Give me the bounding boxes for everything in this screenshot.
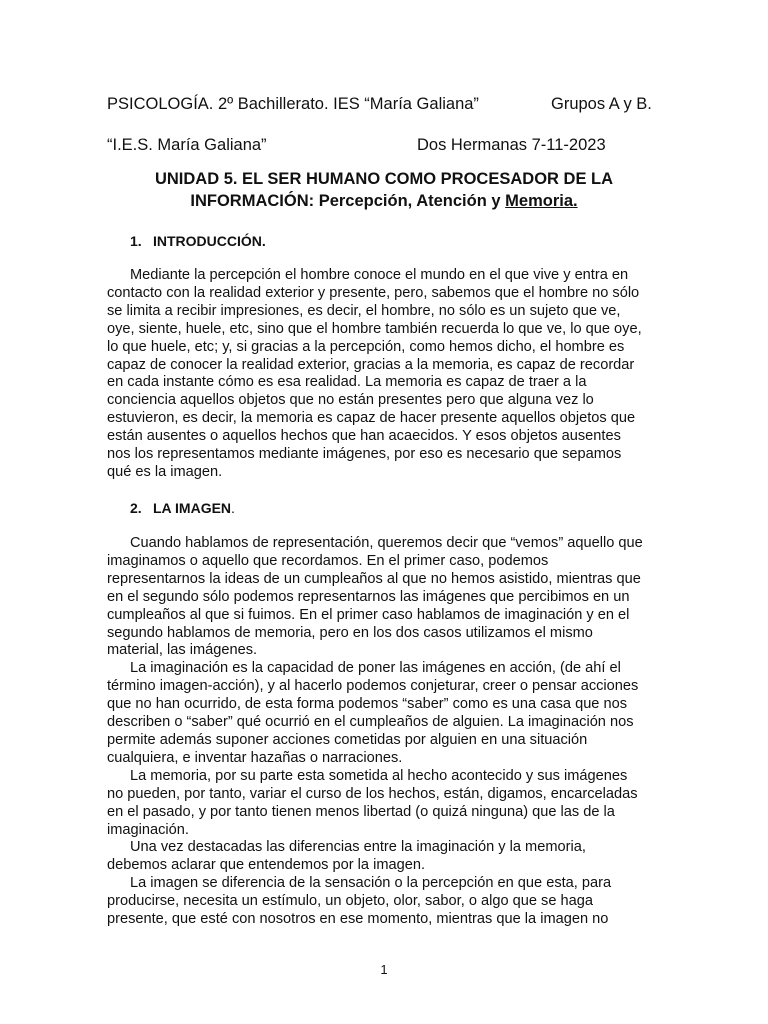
unit-title-underlined: Memoria. xyxy=(505,192,578,210)
section-number: 1. xyxy=(130,233,142,249)
text-line: Mediante la percepción el hombre conoce el mundo en el que vive y entra en xyxy=(130,267,629,283)
text-line: en el pasado, y por tanto tienen menos libertad (o quizá ninguna) que las de la xyxy=(107,803,615,820)
section-heading-imagen xyxy=(130,499,235,517)
text-line: cualquiera, e inventar hazañas o narraciones. xyxy=(107,749,403,766)
text-line: que no han ocurrido, de esta forma podemos “saber” como es una casa que nos xyxy=(107,696,628,713)
intro-paragraph xyxy=(107,267,669,482)
text-line: capaz de conocer la realidad exterior, gracias a la memoria, es capaz de recordar xyxy=(107,356,635,373)
text-line: La memoria, por su parte esta sometida al hecho acontecido y sus imágenes xyxy=(130,767,628,784)
text-line: contacto con la realidad exterior y presente, pero, sabemos que el hombre no sólo xyxy=(107,284,640,301)
text-line: lo que huele, etc; y, si gracias a la percepción, como hemos dicho, el hombre es xyxy=(107,338,625,355)
location-date: Dos Hermanas 7-11-2023 xyxy=(417,136,606,154)
header-line-1 xyxy=(107,94,667,114)
text-line: producirse, necesita un estímulo, un objeto, olor, sabor, o algo que se haga xyxy=(107,893,593,910)
text-line: en cada instante cómo es esa realidad. La memoria es capaz de traer a la xyxy=(107,374,587,391)
text-line: debemos aclarar que entendemos por la imagen. xyxy=(107,857,426,874)
page-number: 1 xyxy=(380,962,388,977)
unit-title-line-1: UNIDAD 5. EL SER HUMANO COMO PROCESADOR DE LA xyxy=(154,170,614,188)
unit-title xyxy=(100,168,668,212)
text-line: estuvieron, es decir, la memoria es capaz de hacer presente aquellos objetos que xyxy=(107,410,636,427)
text-line: imaginamos o aquello que recordamos. En el primer caso, podemos xyxy=(107,552,549,569)
text-line: permite además suponer acciones cometidas por alguien en una situación xyxy=(107,731,588,748)
text-line: oye, siente, huele, etc, sino que el hombre también recuerda lo que ve, lo que oye, xyxy=(107,320,642,337)
unit-title-line-2 xyxy=(100,190,668,212)
text-line: término imagen-acción), y al hacerlo podemos conjeturar, creer o pensar acciones xyxy=(107,678,639,695)
text-line: La imagen se diferencia de la sensación o la percepción en que esta, para xyxy=(130,875,612,892)
text-line: describen o “saber” qué ocurrió en el cumpleaños de alguien. La imaginación nos xyxy=(107,714,634,731)
section-heading-introduccion xyxy=(130,232,266,250)
text-line: en el segundo sólo podemos representarnos las imágenes que percibimos en un xyxy=(107,588,630,605)
header-line-2 xyxy=(107,135,667,155)
groups-label: Grupos A y B. xyxy=(551,95,652,113)
unit-title-line-2-main: INFORMACIÓN: Percepción, Atención y xyxy=(190,192,506,210)
text-line: representarnos la ideas de un cumpleaños al que no hemos asistido, mientras que xyxy=(107,570,641,587)
section-title: LA IMAGEN xyxy=(153,500,232,516)
text-line: no pueden, por tanto, variar el curso de los hechos, están, digamos, encarceladas xyxy=(107,785,638,802)
school-name: “I.E.S. María Galiana” xyxy=(107,136,267,154)
text-line: Cuando hablamos de representación, queremos decir que “vemos” aquello que xyxy=(130,535,643,551)
section-title-trailing: . xyxy=(231,500,235,516)
text-line: cumpleaños al que si fuimos. En el primer caso hablamos de imaginación y en el xyxy=(107,606,630,623)
text-line: La imaginación es la capacidad de poner las imágenes en acción, (de ahí el xyxy=(130,660,621,677)
text-line: segundo hablamos de memoria, pero en los dos casos utilizamos el mismo xyxy=(107,624,593,641)
text-line: Una vez destacadas las diferencias entre la imaginación y la memoria, xyxy=(130,839,586,856)
section-number: 2. xyxy=(130,500,142,516)
text-line: qué es la imagen. xyxy=(107,463,223,480)
imagen-paragraph xyxy=(107,535,669,929)
text-line: imaginación. xyxy=(107,821,189,838)
text-line: están ausentes o aquellos hechos que han acaecidos. Y esos objetos ausentes xyxy=(107,428,621,445)
text-line: nos los representamos mediante imágenes, por eso es necesario que sepamos xyxy=(107,446,622,463)
text-line: se limita a recibir impresiones, es decir, el hombre, no sólo es un sujeto que ve, xyxy=(107,302,621,319)
section-title: INTRODUCCIÓN. xyxy=(153,233,266,249)
text-line: presente, que esté con nosotros en ese momento, mientras que la imagen no xyxy=(107,911,609,928)
course-title: PSICOLOGÍA. 2º Bachillerato. IES “María Galiana” xyxy=(107,95,479,113)
text-line: material, las imágenes. xyxy=(107,642,258,659)
text-line: conciencia aquellos objetos que no están presentes pero que alguna vez lo xyxy=(107,392,594,409)
